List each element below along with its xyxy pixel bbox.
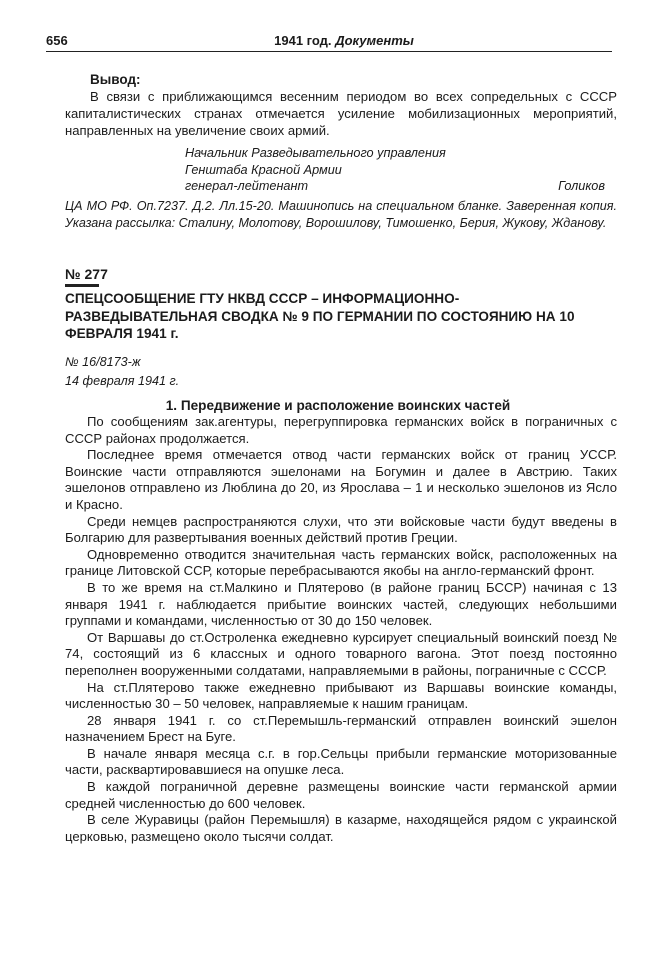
paragraph: В начале января месяца с.г. в гор.Сельцы прибыли германские моторизованные части, расквартировавшиеся на опушке леса. bbox=[65, 745, 617, 778]
paragraph: 28 января 1941 г. со ст.Перемышль-германский отправлен воинский эшелон назначением Брест на Буге. bbox=[65, 712, 617, 745]
body-text bbox=[65, 414, 617, 845]
signature-name: Голиков bbox=[558, 179, 605, 193]
paragraph: Среди немцев распространяются слухи, что эти войсковые части будут введены в Болгарию для развертывания военных действий против Греции. bbox=[65, 513, 617, 546]
document-date: 14 февраля 1941 г. bbox=[65, 374, 180, 388]
paragraph: В селе Журавицы (район Перемышля) в казарме, находящейся рядом с украинской церковью, размещено около тысячи солдат. bbox=[65, 812, 617, 844]
signature-line-1: Начальник Разведывательного управления bbox=[185, 146, 446, 160]
paragraph: От Варшавы до ст.Остроленка ежедневно курсирует специальный воинский поезд № 74, состоящий из 6 классных и одного товарного вагона. Этот поезд постоянно переполнен вооруженными солдатами, направляемыми в районы, пограничные с СССР. bbox=[65, 629, 617, 678]
document-number-underline bbox=[65, 284, 99, 287]
running-head-year: 1941 год. bbox=[274, 33, 332, 48]
document-reg-number: № 16/8173-ж bbox=[65, 355, 141, 369]
document-meta bbox=[65, 353, 179, 391]
running-head bbox=[46, 33, 612, 48]
paragraph: Одновременно отводится значительная часть германских войск, расположенных на границе Литовской ССР, которые перебрасываются якобы на англо-германский фронт. bbox=[65, 546, 617, 579]
signature-line-2: Генштаба Красной Армии bbox=[185, 162, 342, 177]
section-title: 1. Передвижение и расположение воинских частей bbox=[165, 398, 511, 413]
signature-line-3: генерал-лейтенант bbox=[185, 179, 309, 193]
paragraph: В каждой пограничной деревне размещены воинские части германской армии средней численностью до 600 человек. bbox=[65, 779, 617, 811]
paragraph: На ст.Плятерово также ежедневно прибывают из Варшавы воинские команды, численностью 30 – 50 человек, направляемые к нашим границам. bbox=[65, 679, 617, 712]
page-header bbox=[46, 31, 612, 52]
document-title: СПЕЦСООБЩЕНИЕ ГТУ НКВД СССР – ИНФОРМАЦИОННО-РАЗВЕДЫВАТЕЛЬНАЯ СВОДКА № 9 ПО ГЕРМАНИИ ПО СОСТОЯНИЮ НА 10 ФЕВРАЛЯ 1941 г. bbox=[65, 291, 575, 341]
paragraph: Последнее время отмечается отвод части германских войск от границ УССР. Воинские части отправляются эшелонами на Богумин и далее в Австрию. Таких эшелонов отправлено из Люблина до 20, из Ярослава – 1 и несколько эшелонов из Ясло и Красно. bbox=[65, 447, 617, 512]
document-number: № 277 bbox=[65, 266, 108, 282]
conclusion-title: Вывод: bbox=[90, 72, 141, 87]
signature-block bbox=[185, 145, 617, 195]
paragraph: По сообщениям зак.агентуры, перегруппировка германских войск в пограничных с СССР районах продолжается. bbox=[65, 414, 617, 446]
conclusion-text: В связи с приближающимся весенним периодом во всех сопредельных с СССР капиталистических странах отмечается усиление мобилизационных мероприятий, направленных на увеличение своих армий. bbox=[65, 89, 617, 139]
paragraph: В то же время на ст.Малкино и Плятерово (в районе границ БССР) начиная с 13 января 1941 г. наблюдается прибытие воинских частей, следующих небольшими группами и командами, численностью от 30 до 150 человек. bbox=[65, 579, 617, 629]
running-head-section: Документы bbox=[335, 33, 414, 48]
page-number: 656 bbox=[46, 33, 68, 48]
archive-note: ЦА МО РФ. Оп.7237. Д.2. Лл.15-20. Машинопись на специальном бланке. Заверенная копия. Указана рассылка: Сталину, Молотову, Ворошилову, Тимошенко, Берия, Жукову, Жданову. bbox=[65, 199, 617, 230]
